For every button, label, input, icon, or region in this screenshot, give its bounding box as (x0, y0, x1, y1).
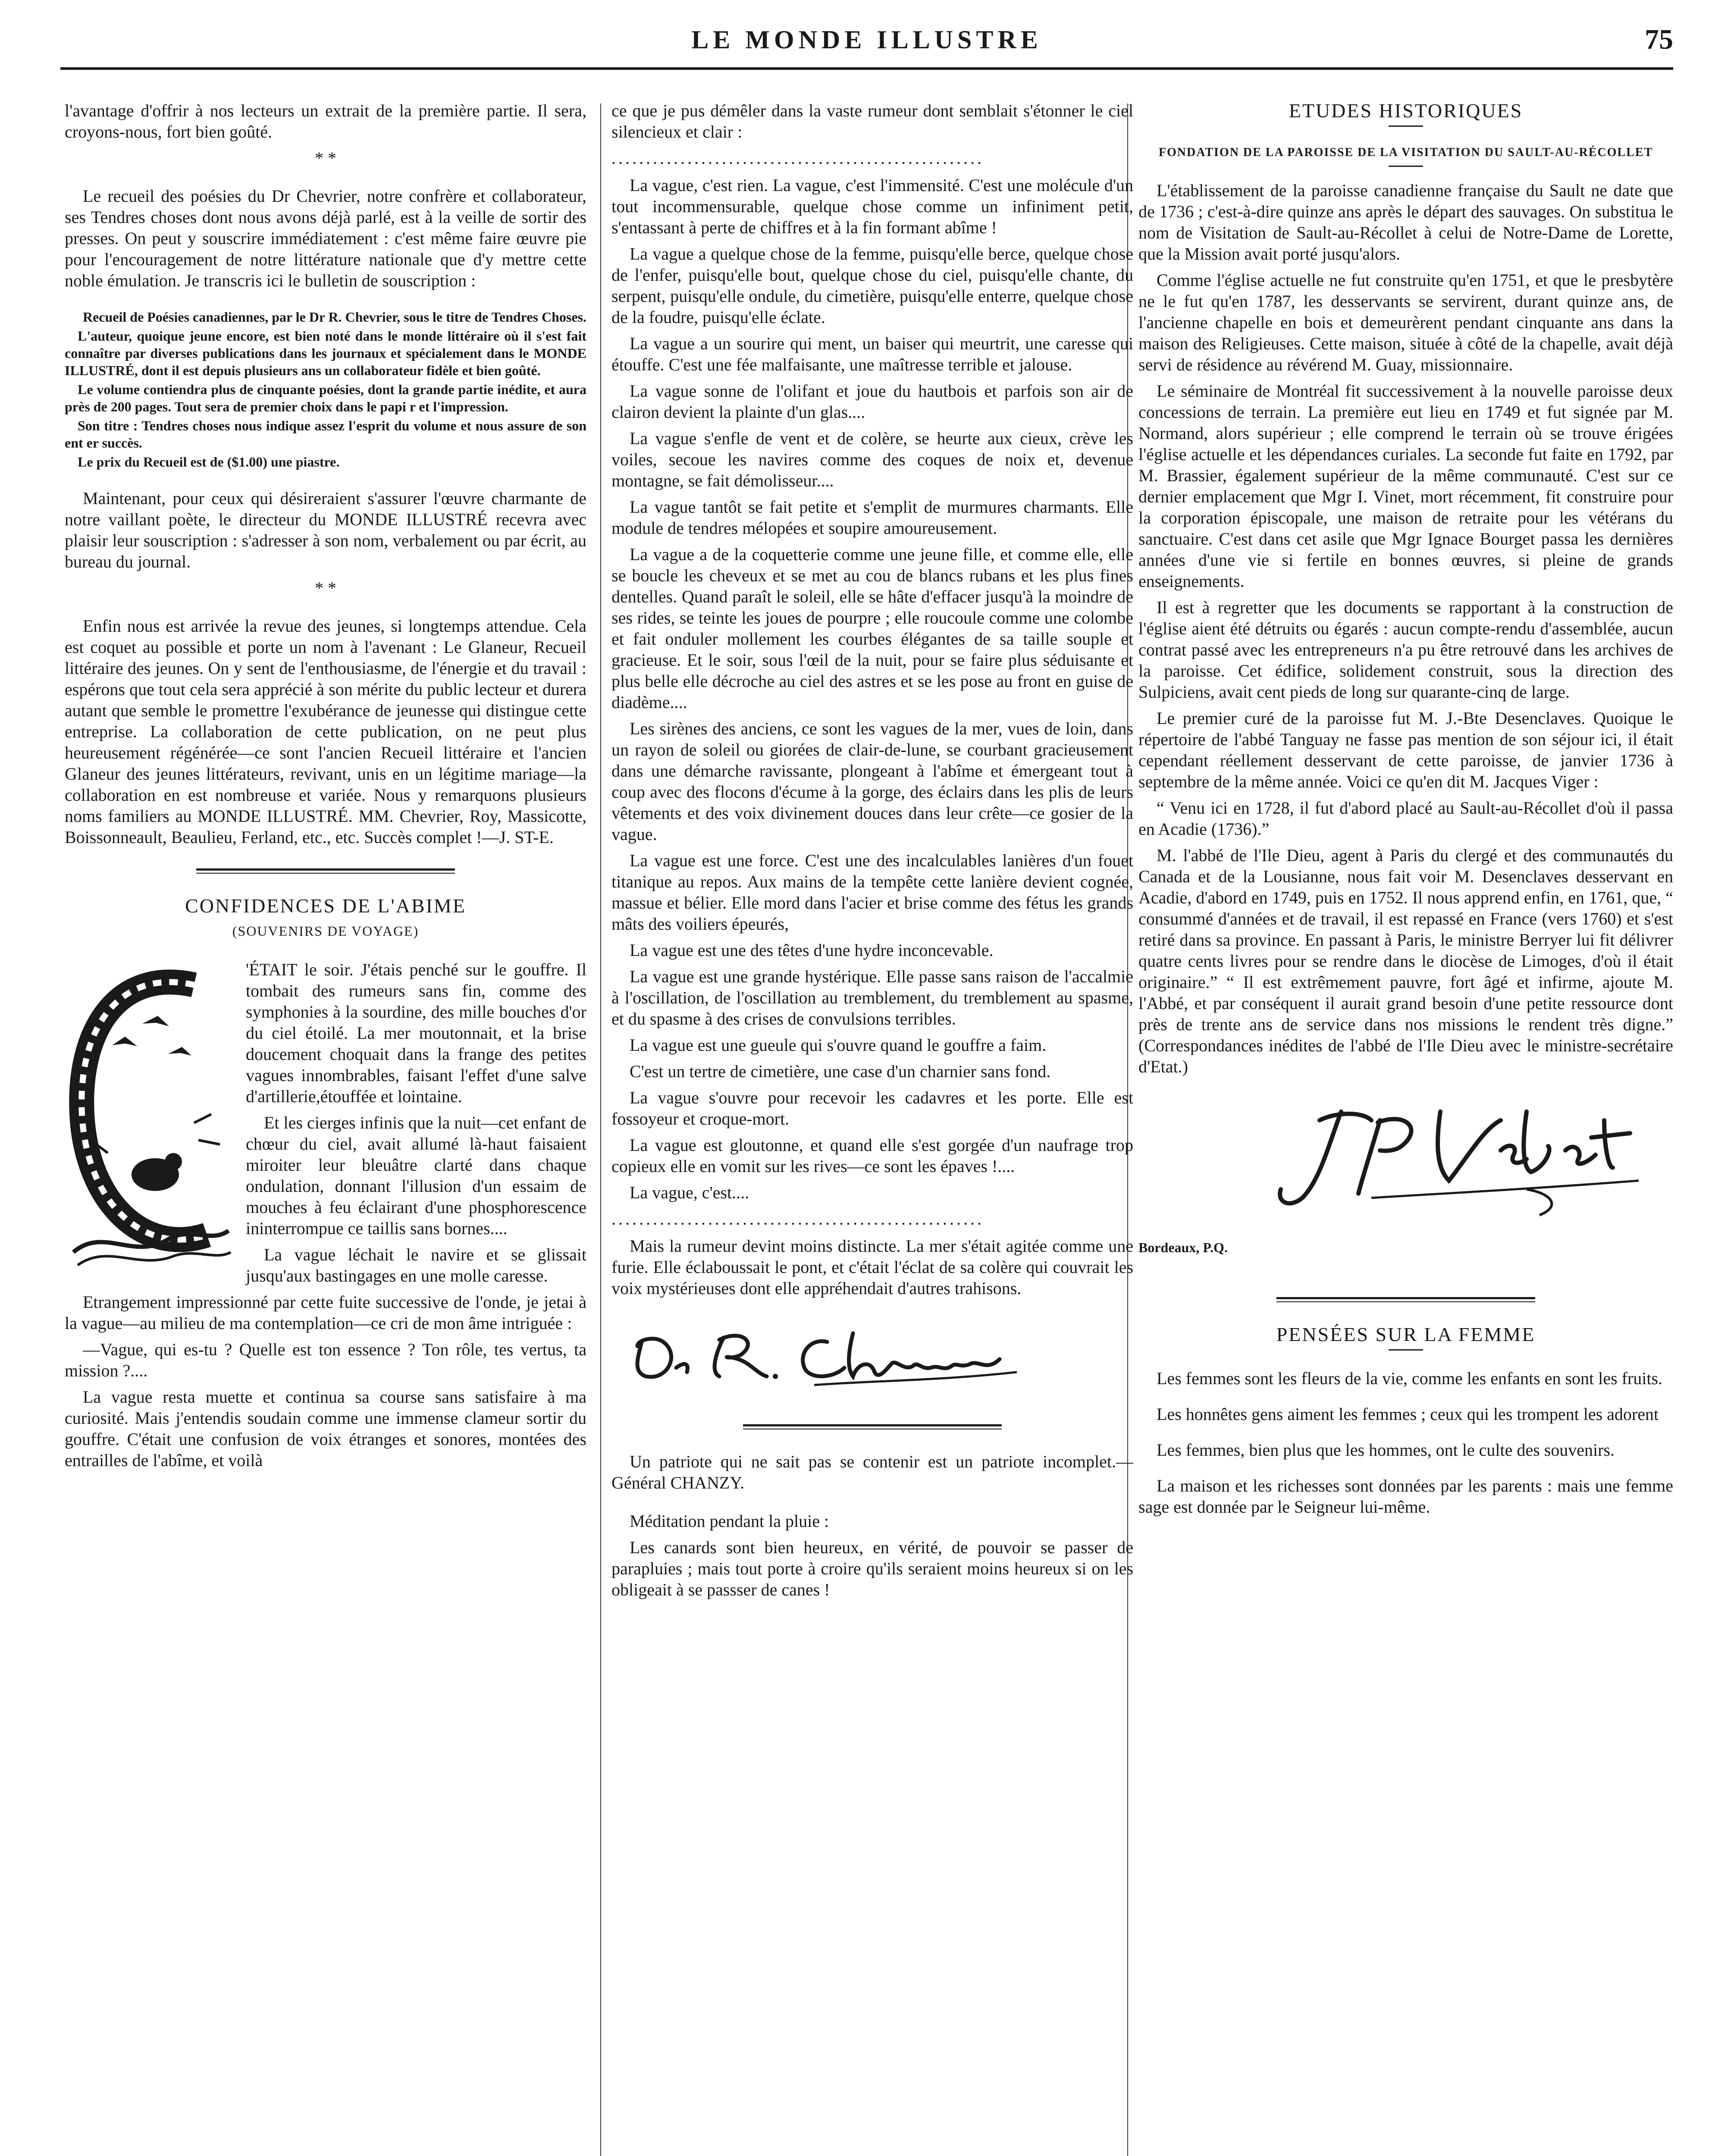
paragraph: Enfin nous est arrivée la revue des jeunes, si longtemps attendue. Cela est coquet au possible et porte un nom à l'avenant : Le Glaneur, Recueil littéraire des jeunes. On y sent de l'enthousiasme, de l'énergie et du travail : espérons que tout cela sera apprécié à son mérite du public lecteur et durera autant que semble le promettre l'exubérance de jeunesse qui distingue cette entreprise. La collaboration de cette publication, on ne peut plus heureusement régénérée—ce sont l'ancien Recueil littéraire et l'ancien Glaneur des jeunes littérateurs, revivant, unis en un légitime mariage—la collaboration en est nombreuse et variée. Nous y remarquons plusieurs noms familiers au MONDE ILLUSTRÉ. MM. Chevrier, Roy, Massicotte, Boissonneault, Beaulieu, Ferland, etc., etc. Succès complet !—J. ST-E. (65, 616, 586, 847)
author-signature (611, 1316, 1133, 1394)
newspaper-title: LE MONDE ILLUSTRE (691, 25, 1042, 54)
page-header (60, 21, 1673, 68)
section-title: PENSÉES SUR LA FEMME (1276, 1323, 1536, 1345)
paragraph: Le séminaire de Montréal fit successivement à la nouvelle paroisse deux concessions de terrain. La première eut lieu en 1749 et fut signée par M. Normand, alors supérieur ; elle comprend le terrain où se trouve érigées l'église actuelle et les dépendances curiales. La seconde fut faite en 1792, par M. Brassier, également supérieur de la même communauté. C'est sur ce dernier emplacement que Mgr I. Vinet, mort récemment, fit construire pour la corporation épiscopale, une maison de retraite pour les vétérans du sanctuaire. C'est dans cet asile que Mgr Ignace Bourget passa les dernières années d'une vie si fertile en bonnes œuvres, si pleine de grands enseignements. (1138, 381, 1673, 591)
paragraph: 'ÉTAIT le soir. J'étais penché sur le gouffre. Il tombait des rumeurs sans fin, comme des symphonies à la sourdine, des mille bouches d'or du ciel étoilé. La mer moutonnait, et la brise doucement choquait dans la frange des petites vagues innombrables, faisant l'effet d'une salve d'artillerie,étouffée et lointaine. (246, 960, 586, 1106)
paragraph: Les sirènes des anciens, ce sont les vagues de la mer, vues de loin, dans un rayon de soleil ou giorées de clair-de-lune, se courbant gracieusement dans une démarche ravissante, plongeant à l'abîme et émergeant tout à coup avec des flocons d'écume à la gorge, des éclairs dans les plis de leurs vêtements et des voix divinement douces dans leur crête—ce gosier de la vague. (611, 719, 1133, 844)
paragraph: La vague s'enfle de vent et de colère, se heurte aux cieux, crève les voiles, secoue les navires comme des coques de noix et, devenue montagne, se fait démolisseur.... (611, 429, 1133, 490)
paragraph: Les femmes, bien plus que les hommes, ont le culte des souvenirs. (1157, 1440, 1615, 1460)
column-right (1138, 100, 1673, 2156)
paragraph: ce que je pus démêler dans la vaste rumeur dont semblait s'étonner le ciel silencieux et clair : (611, 101, 1133, 141)
dotted-separator: ...................................................... (611, 148, 984, 168)
paragraph: Les canards sont bien heureux, en vérité, de pouvoir se passer de parapluies ; mais tout porte à croire qu'ils seraient moins heureux si on les obligeait à se passser de canes ! (611, 1538, 1133, 1599)
paragraph: Et les cierges infinis que la nuit—cet enfant de chœur du ciel, avait allumé là-haut faisaient miroiter leur bleuâtre clarté dans chaque ondulation, donnant l'illusion d'un essaim de mouches à feu éclairant d'une phosphorescence ininterrompue ce taillis sans bornes.... (246, 1113, 586, 1238)
section-rule (743, 1424, 1002, 1429)
dotted-separator: ...................................................... (611, 1209, 984, 1228)
bulletin-line: Son titre : Tendres choses nous indique assez l'esprit du volume et nous assure de son ent er succès. (65, 418, 586, 451)
paragraph: L'établissement de la paroisse canadienne française du Sault ne date que de 1736 ; c'est-à-dire quinze ans après le départ des sauvages. On substitua le nom de Visitation de Sault-au-Récollet à celui de Notre-Dame de Lorette, que la Mission avait porté jusqu'alors. (1138, 181, 1673, 263)
section-separator: * * (315, 148, 336, 168)
bulletin-line: Recueil de Poésies canadiennes, par le Dr R. Chevrier, sous le titre de Tendres Choses. (83, 309, 586, 325)
story-start (65, 959, 586, 1107)
paragraph: C'est un tertre de cimetière, une case d'un charnier sans fond. (630, 1062, 1051, 1081)
paragraph: La vague est gloutonne, et quand elle s'est gorgée d'un naufrage trop copieux elle en vomit sur les rives—ce sont les épaves !.... (611, 1135, 1133, 1176)
column-left (65, 100, 586, 2156)
paragraph: —Vague, qui es-tu ? Quelle est ton essence ? Ton rôle, tes vertus, ta mission ?.... (65, 1340, 586, 1380)
page-number: 75 (1645, 24, 1673, 55)
signature-vebert-image (1138, 1094, 1656, 1219)
title-rule (1389, 166, 1423, 167)
paragraph: La vague est une des têtes d'une hydre inconcevable. (630, 940, 994, 960)
paragraph: La vague léchait le navire et se glissait jusqu'aux bastingages en une molle caresse. (246, 1245, 586, 1285)
column-divider (600, 103, 601, 2156)
section-rule (1276, 1297, 1535, 1302)
section-subtitle: (SOUVENIRS DE VOYAGE) (232, 923, 419, 939)
column-middle (611, 100, 1133, 2156)
title-rule (1389, 125, 1423, 127)
paragraph: M. l'abbé de l'Ile Dieu, agent à Paris du clergé et des communautés du Canada et de la Lousianne, nous fait voir M. Desenclaves desservant en Acadie, d'abord en 1749, puis en 1752. Il nous apprend enfin, en 1761, que, “ consummé d'années et de travail, il est repassé en France (vers 1760) et s'est retiré dans sa province. En passant à Paris, le ministre Berryer lui fit délivrer quatre cents livres pour se rendre dans le diocèse de Limoges, d'où il était originaire.” “ Il est extrêmement pauvre, fort âgé et infirme, ajoute M. l'Abbé, et par conséquent il aurait grand besoin d'une petite ressource dont près de trente ans de service dans nos missions le rendent très digne.” (Correspondances inédites de l'abbé de l'Ile Dieu avec le ministre-secrétaire d'Etat.) (1138, 846, 1673, 1076)
section-title: ETUDES HISTORIQUES (1289, 100, 1523, 122)
signature-chevrier-image (611, 1316, 1043, 1389)
paragraph: La vague a quelque chose de la femme, puisqu'elle berce, quelque chose de l'enfer, puisqu'elle bout, quelque chose du ciel, puisqu'elle chante, du serpent, puisqu'elle ondule, du cimetière, puisqu'elle enterre, quelque chose de la foudre, puisqu'elle éclate. (611, 244, 1133, 327)
paragraph: La vague est une gueule qui s'ouvre quand le gouffre a faim. (630, 1035, 1047, 1055)
paragraph: Mais la rumeur devint moins distincte. La mer s'était agitée comme une furie. Elle éclaboussait le pont, et c'était l'éclat de sa colère qui couvrait les voix mystérieuses dont elle appréhendait d'autres trahisons. (611, 1236, 1133, 1298)
bulletin-line: Le prix du Recueil est de ($1.00) une piastre. (78, 454, 340, 470)
paragraph: Etrangement impressionné par cette fuite successive de l'onde, je jetai à la vague—au milieu de ma contemplation—ce cri de mon âme intriguée : (65, 1292, 586, 1333)
paragraph: La vague a un sourire qui ment, un baiser qui meurtrit, une caresse qui étouffe. C'est une fée malfaisante, une maîtresse terrible et jalouse. (611, 334, 1133, 374)
paragraph: La vague a de la coquetterie comme une jeune fille, et comme elle, elle se boucle les cheveux et se met au cou de blancs rubans et les plus fines dentelles. Quand paraît le soleil, elle se hâte d'effacer jusqu'à la moindre de ses rides, se teinte les joues de pourpre ; elle roucoule comme une colombe et fait onduler mollement les courbes élégantes de sa taille souple et gracieuse. Et le soir, sous l'œil de la nuit, pour se faire plus séduisante et plus belle elle décroche au ciel des astres et se les pose au front en guise de diadème.... (611, 545, 1133, 712)
bulletin-line: Le volume contiendra plus de cinquante poésies, dont la grande partie inédite, et aura près de 200 pages. Tout sera de premier choix dans le papi r et l'impression. (65, 382, 586, 414)
article-heading: FONDATION DE LA PAROISSE DE LA VISITATION DU SAULT-AU-RÉCOLLET (1158, 146, 1653, 159)
section-separator: * * (315, 578, 336, 598)
paragraph: Le premier curé de la paroisse fut M. J.-Bte Desenclaves. Quoique le répertoire de l'abbé Tanguay ne fasse pas mention de son séjour ici, il était cependant réellement desservant de cette paroisse, de janvier 1736 à septembre de la même année. Voici ce qu'en dit M. Jacques Viger : (1138, 708, 1673, 791)
paragraph: La vague, c'est.... (630, 1183, 749, 1202)
bulletin-line: L'auteur, quoique jeune encore, est bien noté dans le monde littéraire où il s'est fait connaître par diverses publications dans les journaux et spécialement dans le MONDE ILLUSTRÉ, dont il est depuis plusieurs ans un collaborateur fidèle et bien goûté. (65, 328, 586, 378)
paragraph: Maintenant, pour ceux qui désireraient s'assurer l'œuvre charmante de notre vaillant poète, le directeur du MONDE ILLUSTRÉ recevra avec plaisir leur souscription : s'adresser à son nom, verbalement ou par écrit, au bureau du journal. (65, 489, 586, 571)
header-rule (60, 67, 1673, 70)
paragraph: Il est à regretter que les documents se rapportant à la construction de l'église aient été détruits ou égarés : aucun compte-rendu d'assemblée, aucun contrat passé avec les entrepreneurs n'a pu être retrouvé dans les archives de la paroisse. Cet édifice, solidement construit, sous la direction des Sulpiciens, avait cent pieds de long sur quarante-cinq de large. (1138, 598, 1673, 702)
paragraph: Comme l'église actuelle ne fut construite qu'en 1751, et que le presbytère ne le fut qu'en 1787, les desservants se servirent, durant quinze ans, de l'ancienne chapelle en bois et demeurèrent pendant cinquante ans dans la maison des Religieuses. Cette maison, située à côté de la chapelle, avait déjà servi de résidence au révérend M. Guay, missionnaire. (1138, 270, 1673, 374)
paragraph: Méditation pendant la pluie : (630, 1511, 829, 1531)
paragraph: “ Venu ici en 1728, il fut d'abord placé au Sault-au-Récollet d'où il passa en Acadie (1736).” (1138, 798, 1673, 839)
title-rule (1389, 1349, 1423, 1351)
paragraph: La vague, c'est rien. La vague, c'est l'immensité. C'est une molécule d'un tout incommensurable, quelque chose comme un infiniment petit, s'entassant à perte de chiffres et à la fin formant abîme ! (611, 175, 1133, 237)
paragraph: La vague est une grande hystérique. Elle passe sans raison de l'accalmie à l'oscillation, de l'oscillation au tremblement, du tremblement au spasme, et du spasme à des crises de convulsions terribles. (611, 967, 1133, 1028)
subscription-bulletin (65, 308, 586, 470)
paragraph: l'avantage d'offrir à nos lecteurs un extrait de la première partie. Il sera, croyons-nous, fort bien goûté. (65, 101, 586, 141)
paragraph: La vague est une force. C'est une des incalculables lanières d'un fouet titanique au repos. Aux mains de la tempête cette lanière devient cognée, massue et bélier. Elle mord dans l'acier et brise comme des fétus les grands mâts des voiliers épeurés, (611, 851, 1133, 934)
section-title: CONFIDENCES DE L'ABIME (185, 895, 466, 917)
section-rule (196, 868, 455, 874)
paragraph: La vague tantôt se fait petite et s'emplit de murmures charmants. Elle module de tendres mélopées et soupire amoureusement. (611, 497, 1133, 538)
author-signature (1138, 1094, 1673, 1224)
paragraph: Les honnêtes gens aiment les femmes ; ceux qui les trompent les adorent (1157, 1404, 1659, 1424)
paragraph: Le recueil des poésies du Dr Chevrier, notre confrère et collaborateur, ses Tendres choses dont nous avons déjà parlé, est à la veille de sortir des presses. On peut y souscrire immédiatement : c'est même faire œuvre pie pour l'encouragement de notre littérature nationale que d'y mettre cette noble émulation. Je transcris ici le bulletin de souscription : (65, 186, 586, 290)
decorated-initial-c-illustration (65, 959, 233, 1269)
paragraph: La vague resta muette et continua sa course sans satisfaire à ma curiosité. Mais j'entendis soudain comme une immense clameur sortir du gouffre. C'était une confusion de voix étranges et sonores, montées des entrailles de l'abîme, et voilà (65, 1387, 586, 1470)
paragraph: La vague s'ouvre pour recevoir les cadavres et les porte. Elle est fossoyeur et croque-mort. (611, 1088, 1133, 1128)
paragraph: Un patriote qui ne sait pas se contenir est un patriote incomplet.—Général CHANZY. (611, 1452, 1133, 1492)
paragraph: Les femmes sont les fleurs de la vie, comme les enfants en sont les fruits. (1157, 1369, 1663, 1388)
paragraph: La maison et les richesses sont données par les parents : mais une femme sage est donnée par le Seigneur lui-même. (1138, 1476, 1673, 1517)
signature-place: Bordeaux, P.Q. (1138, 1240, 1228, 1255)
paragraph: La vague sonne de l'olifant et joue du hautbois et parfois son air de clairon devient la plainte d'un glas.... (611, 381, 1133, 422)
